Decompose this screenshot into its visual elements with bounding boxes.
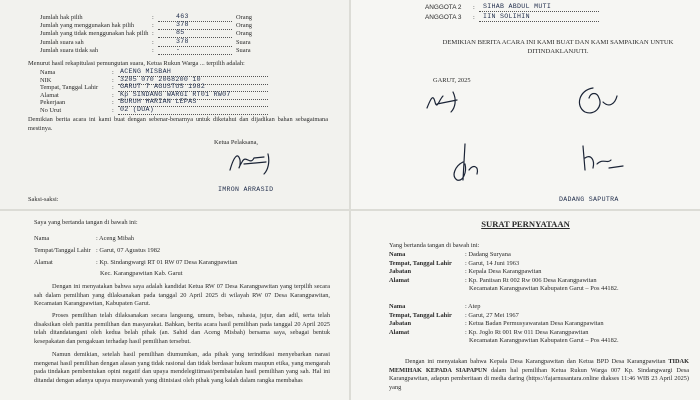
official-field-label: Alamat [389, 328, 410, 336]
tally-colon: : [152, 30, 154, 38]
closing-statement-upper: DEMIKIAN BERITA ACARA INI KAMI BUAT DAN KAMI SAMPAIKAN UNTUK DITINDAKLANJUTI. [442, 39, 674, 55]
official-field-label: Alamat [389, 276, 410, 284]
paragraph-2: Proses pemilihan telah dilaksanakan secara langsung, umum, bebas, rahasia, jujur, dan adil, serta telah disaksikan oleh panitia pemilihan dan masyarakat. Bahkan, berita acara hasil pemilihan pada tanggal 20 April 2025 telah ditandatangani oleh kedua belah pihak (an. Sahid dan Aceng Misbah) bersama saya, sebagai bentuk kesepakatan dan pengakuan terhadap hasil pemilihan tersebut. [34, 312, 330, 345]
closing-statement: Demikian berita acara ini kami buat dengan sebenar-benarnya untuk diketahui dan dijadikan bahan sebagaimana mestinya. [28, 116, 328, 132]
tally-colon: : [152, 22, 154, 30]
paragraph-3: Namun demikian, setelah hasil pemilihan diumumkan, ada pihak yang terindikasi menyebarkan narasi mengenai hasil pemilihan dengan alasan yang tidak rasional dan tidak berdasar hukum maupun etika, yang mengarah pada tindakan pembentukan opini negatif dan upaya mendelegitimasi/pembatalan hasil pemilihan yang sah. Hal ini ditandai dengan adanya upaya musyawarah yang diinisiasi oleh pihak yang kalah dalam rangka membahas [34, 351, 330, 384]
candidate-field-label: NIK [40, 76, 52, 84]
tally-dotline [158, 54, 232, 55]
tally-label: Jumlah suara sah [40, 38, 84, 46]
candidate-field-label: Nama [40, 69, 56, 76]
member-line [479, 21, 599, 22]
candidate-field-value: 3205 070 2068200 10 [120, 75, 201, 83]
candidate-field-value: BURUH HARIAN LEPAS [120, 98, 197, 106]
tally-unit: Orang [236, 22, 252, 30]
candidate-field-colon: : [112, 84, 114, 92]
tally-colon: : [152, 38, 154, 46]
member-label: ANGGOTA 3 [425, 14, 462, 21]
paragraph-1: Dengan ini menyatakan bahwa saya adalah kandidat Ketua RW 07 Desa Karangpawitan yang terpilih secara sah dalam pemilihan yang dilaksanakan pada tanggal 20 April 2025 di wilayah RW 07 Desa Karangpawitan, Kecamatan Karangpawitan, Kabupaten Garut. [34, 283, 330, 308]
official-field-value: : Kp. Joglo Rt 001 Rw 011 Desa Karangpawitan [465, 328, 589, 336]
tally-value: 378 [176, 21, 189, 29]
member-colon: : [473, 4, 475, 11]
candidate-field-value: GARUT 7 AGUSTUS 1982 [120, 83, 206, 91]
candidate-field-value: ACENG MISBAH [120, 68, 172, 75]
candidate-field-label: Tempat, Tanggal Lahir [40, 84, 99, 92]
signature-3 [445, 140, 495, 190]
official-field-value: : Atep [465, 303, 481, 310]
signature-2 [563, 82, 623, 122]
candidate-field-label: Pekerjaan [40, 99, 66, 107]
person-field-value: : Aceng Mibah [96, 235, 134, 242]
chair-signature [224, 148, 284, 178]
candidate-field-label: Alamat [40, 91, 59, 99]
candidate-field-value: 02 (DUA) [120, 106, 155, 113]
tally-unit: Orang [236, 30, 252, 38]
signature-4 [573, 140, 633, 180]
person1-address-2: Kecamatan Karangpawitan Kabupaten Garut – Pos 44182. [469, 285, 619, 292]
berita-acara-page-right [351, 0, 700, 209]
tally-label: Jumlah suara tidak sah [40, 46, 99, 54]
tally-dotline [158, 21, 232, 22]
tally-unit: Orang [236, 14, 252, 21]
statement-intro: Yang bertanda tangan di bawah ini: [389, 242, 480, 249]
official-field-label: Tempat, Tanggal Lahir [389, 311, 452, 319]
person-field-label: Nama [34, 235, 50, 242]
member-line [479, 11, 599, 12]
chair-title: Ketua Pelaksana, [214, 139, 259, 146]
tally-value: 463 [176, 13, 189, 20]
tally-colon: : [152, 14, 154, 21]
statement-intro: Saya yang bertanda tangan di bawah ini: [34, 219, 138, 226]
place-date: GARUT, 2025 [433, 77, 471, 84]
official-field-label: Jabatan [389, 320, 412, 328]
tally-dotline [158, 37, 232, 38]
tally-value: 378 [176, 37, 189, 45]
address-line-2: Kec. Karangpawitan Kab. Garut [100, 270, 183, 277]
tally-label: Jumlah yang tidak menggunakan hak pilih [40, 30, 149, 38]
pernyataan-aceng-page [0, 211, 349, 400]
tally-unit: Suara [236, 38, 251, 46]
signature-1 [423, 88, 473, 116]
candidate-field-line [118, 114, 268, 115]
candidate-field-value: Kp SINDANG WARGI RT01 RW07 [120, 90, 231, 98]
witness-label: Saksi-saksi: [28, 196, 59, 203]
official-field-label: Nama [389, 251, 406, 258]
berita-acara-page-left [0, 0, 349, 209]
person2-address-2: Kecamatan Karangpawitan Kabupaten Garut – Pos 44182. [469, 337, 619, 344]
tally-dotline [158, 46, 232, 47]
chair-name: IMRON ARRASID [218, 186, 274, 193]
person-field-label: Alamat [34, 259, 53, 266]
official-field-value: : Kepala Desa Karangpawitan [465, 268, 542, 276]
tally-value: - [176, 45, 181, 53]
candidate-field-label: No Urut [40, 107, 62, 114]
neutrality-statement: TIDAK MEMIHAK KEPADA SIAPAPUN [389, 358, 689, 374]
member-name: SIHAB ABDUL MUTI [483, 3, 552, 10]
candidate-field-colon: : [112, 76, 114, 84]
official-field-label: Jabatan [389, 268, 412, 276]
member-name: IIN SOLIHIN [483, 13, 530, 20]
official-field-value: : Garut, 14 Juni 1963 [465, 259, 520, 267]
recap-intro: Menurut hasil rekapitulasi pemungutan suara, Ketua Rukun Warga ... terpilih adalah: [28, 60, 245, 67]
tally-value: 85 [176, 29, 185, 37]
candidate-field-colon: : [112, 99, 114, 107]
official-field-value: : Ketua Badan Permusyawaratan Desa Karangpawitan [465, 320, 604, 328]
tally-unit: Suara [236, 46, 251, 54]
signer-name: DADANG SAPUTRA [559, 196, 619, 203]
person-field-label: Tempat/Tanggal Lahir [34, 247, 91, 254]
official-field-value: : Garut, 27 Mei 1967 [465, 311, 519, 319]
candidate-field-colon: : [112, 107, 114, 114]
official-field-label: Tempat, Tanggal Lahir [389, 259, 452, 267]
official-field-value: : Dadang Suryana [465, 251, 511, 258]
candidate-field-colon: : [112, 91, 114, 99]
tally-label: Jumlah yang menggunakan hak pilih [40, 22, 135, 30]
document-title: SURAT PERNYATAAN [481, 219, 570, 229]
tally-label: Jumlah hak pilih [40, 14, 83, 21]
surat-pernyataan-page [351, 211, 700, 400]
member-colon: : [473, 14, 475, 21]
tally-dotline [158, 29, 232, 30]
tally-colon: : [152, 46, 154, 54]
statement-paragraph: Dengan ini menyatakan bahwa Kepala Desa Karangpawitan dan Ketua BPD Desa Karangpawitan TIDAK MEMIHAK KEPADA SIAPAPUN dalam hal pemilihan Ketua Rukun Warga 007 Kp. Sindangwargi Desa Karangpawitan, adapun pemberitaan di media daring (https://fajarnusantara.online diakses 11:46 WIB 23 April 2025) yang [389, 358, 689, 391]
person-field-value: : Garut, 07 Agustus 1982 [96, 247, 161, 254]
member-label: ANGGOTA 2 [425, 4, 462, 11]
official-field-value: : Kp. Paniisan Rt 002 Rw 006 Desa Karangpawitan [465, 276, 597, 284]
person-field-value: : Kp. Sindangwargi RT 01 RW 07 Desa Karangpawitan [96, 259, 238, 266]
official-field-label: Nama [389, 303, 406, 310]
candidate-field-colon: : [112, 69, 114, 76]
